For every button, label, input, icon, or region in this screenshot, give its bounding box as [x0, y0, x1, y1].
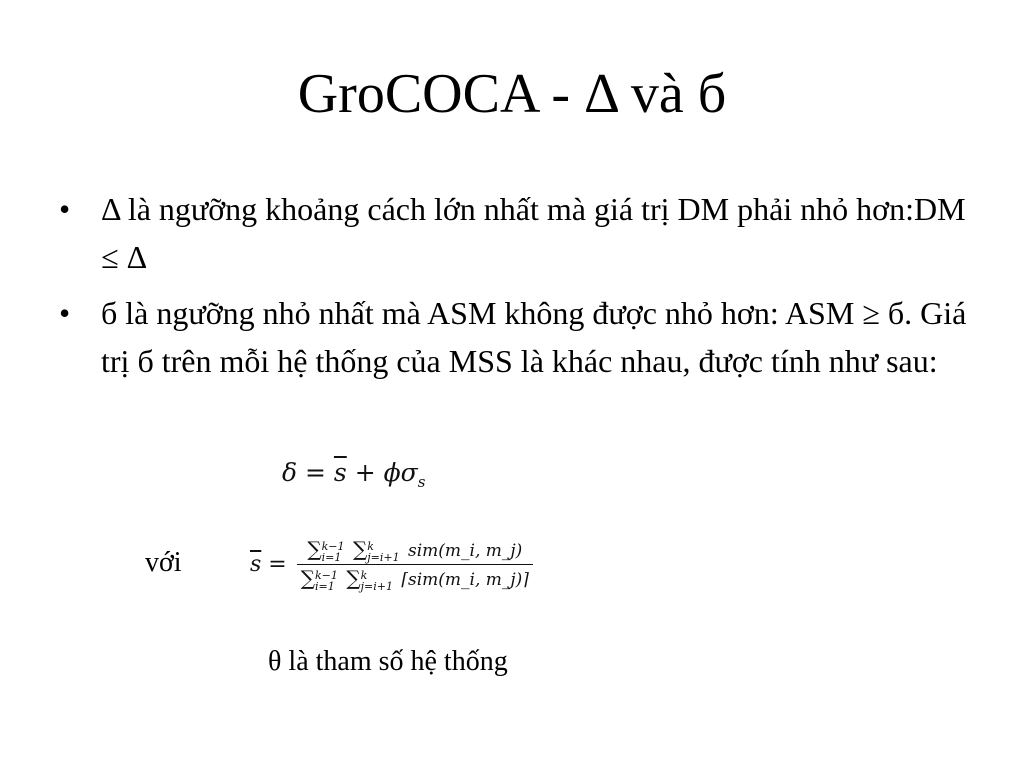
- numerator-term: sim(m_i, m_j): [408, 541, 523, 561]
- bullet-marker: •: [59, 191, 71, 227]
- fraction: [297, 536, 533, 593]
- phi-symbol: ϕ: [383, 458, 401, 487]
- sum-lower: j=i+1: [367, 550, 400, 564]
- theta-note: θ là tham số hệ thống: [268, 646, 508, 677]
- denominator-term: ⌈sim(m_i, m_j)⌉: [401, 570, 529, 590]
- bullet-item-delta: [55, 185, 975, 281]
- fraction-denominator: [297, 565, 533, 593]
- delta-symbol: δ: [282, 458, 298, 487]
- plus-sign: +: [354, 458, 376, 487]
- bullet-text: Δ là ngưỡng khoảng cách lớn nhất mà giá trị DM phải nhỏ hơn:DM ≤ Δ: [101, 191, 966, 275]
- formula-lhs: [250, 552, 287, 577]
- sigma-subscript: s: [417, 473, 426, 491]
- sum-upper: k: [367, 539, 374, 553]
- sum-symbol: ∑: [346, 566, 361, 590]
- sum-lower: i=1: [321, 550, 342, 564]
- equals-sign: =: [305, 458, 326, 487]
- with-label: với: [145, 547, 182, 578]
- fraction-numerator: [303, 536, 526, 564]
- sigma-symbol: σ: [400, 458, 418, 487]
- sum-symbol: ∑: [307, 537, 322, 561]
- sum-limits: [367, 541, 399, 563]
- sum-upper: k: [360, 568, 368, 582]
- sum-limits: [322, 541, 345, 563]
- s-bar-symbol: $\overline{s}$: [250, 552, 262, 577]
- sum-upper: k−1: [315, 568, 338, 582]
- bullet-item-sigma: [55, 289, 975, 385]
- sum-limits: [315, 570, 338, 592]
- bullet-marker: •: [59, 295, 71, 331]
- equals-sign: =: [268, 552, 287, 577]
- sum-limits: [361, 570, 393, 592]
- sum-upper: k−1: [321, 539, 345, 553]
- formula-delta: [282, 455, 425, 500]
- s-bar-symbol: $\overline{s}$: [333, 458, 347, 487]
- bullet-text: б là ngưỡng nhỏ nhất mà ASM không được nhỏ hơn: ASM ≥ б. Giá trị б trên mỗi hệ thống của MSS là khác nhau, được tính như sau:: [101, 295, 967, 379]
- bullet-list: [55, 185, 975, 393]
- formula-s-bar: [250, 536, 533, 593]
- sum-lower: i=1: [315, 579, 335, 593]
- slide-title: GroCOCA - Δ và б: [297, 63, 727, 125]
- sum-lower: j=i+1: [360, 579, 393, 593]
- sum-symbol: ∑: [352, 537, 368, 561]
- sum-symbol: ∑: [300, 566, 316, 590]
